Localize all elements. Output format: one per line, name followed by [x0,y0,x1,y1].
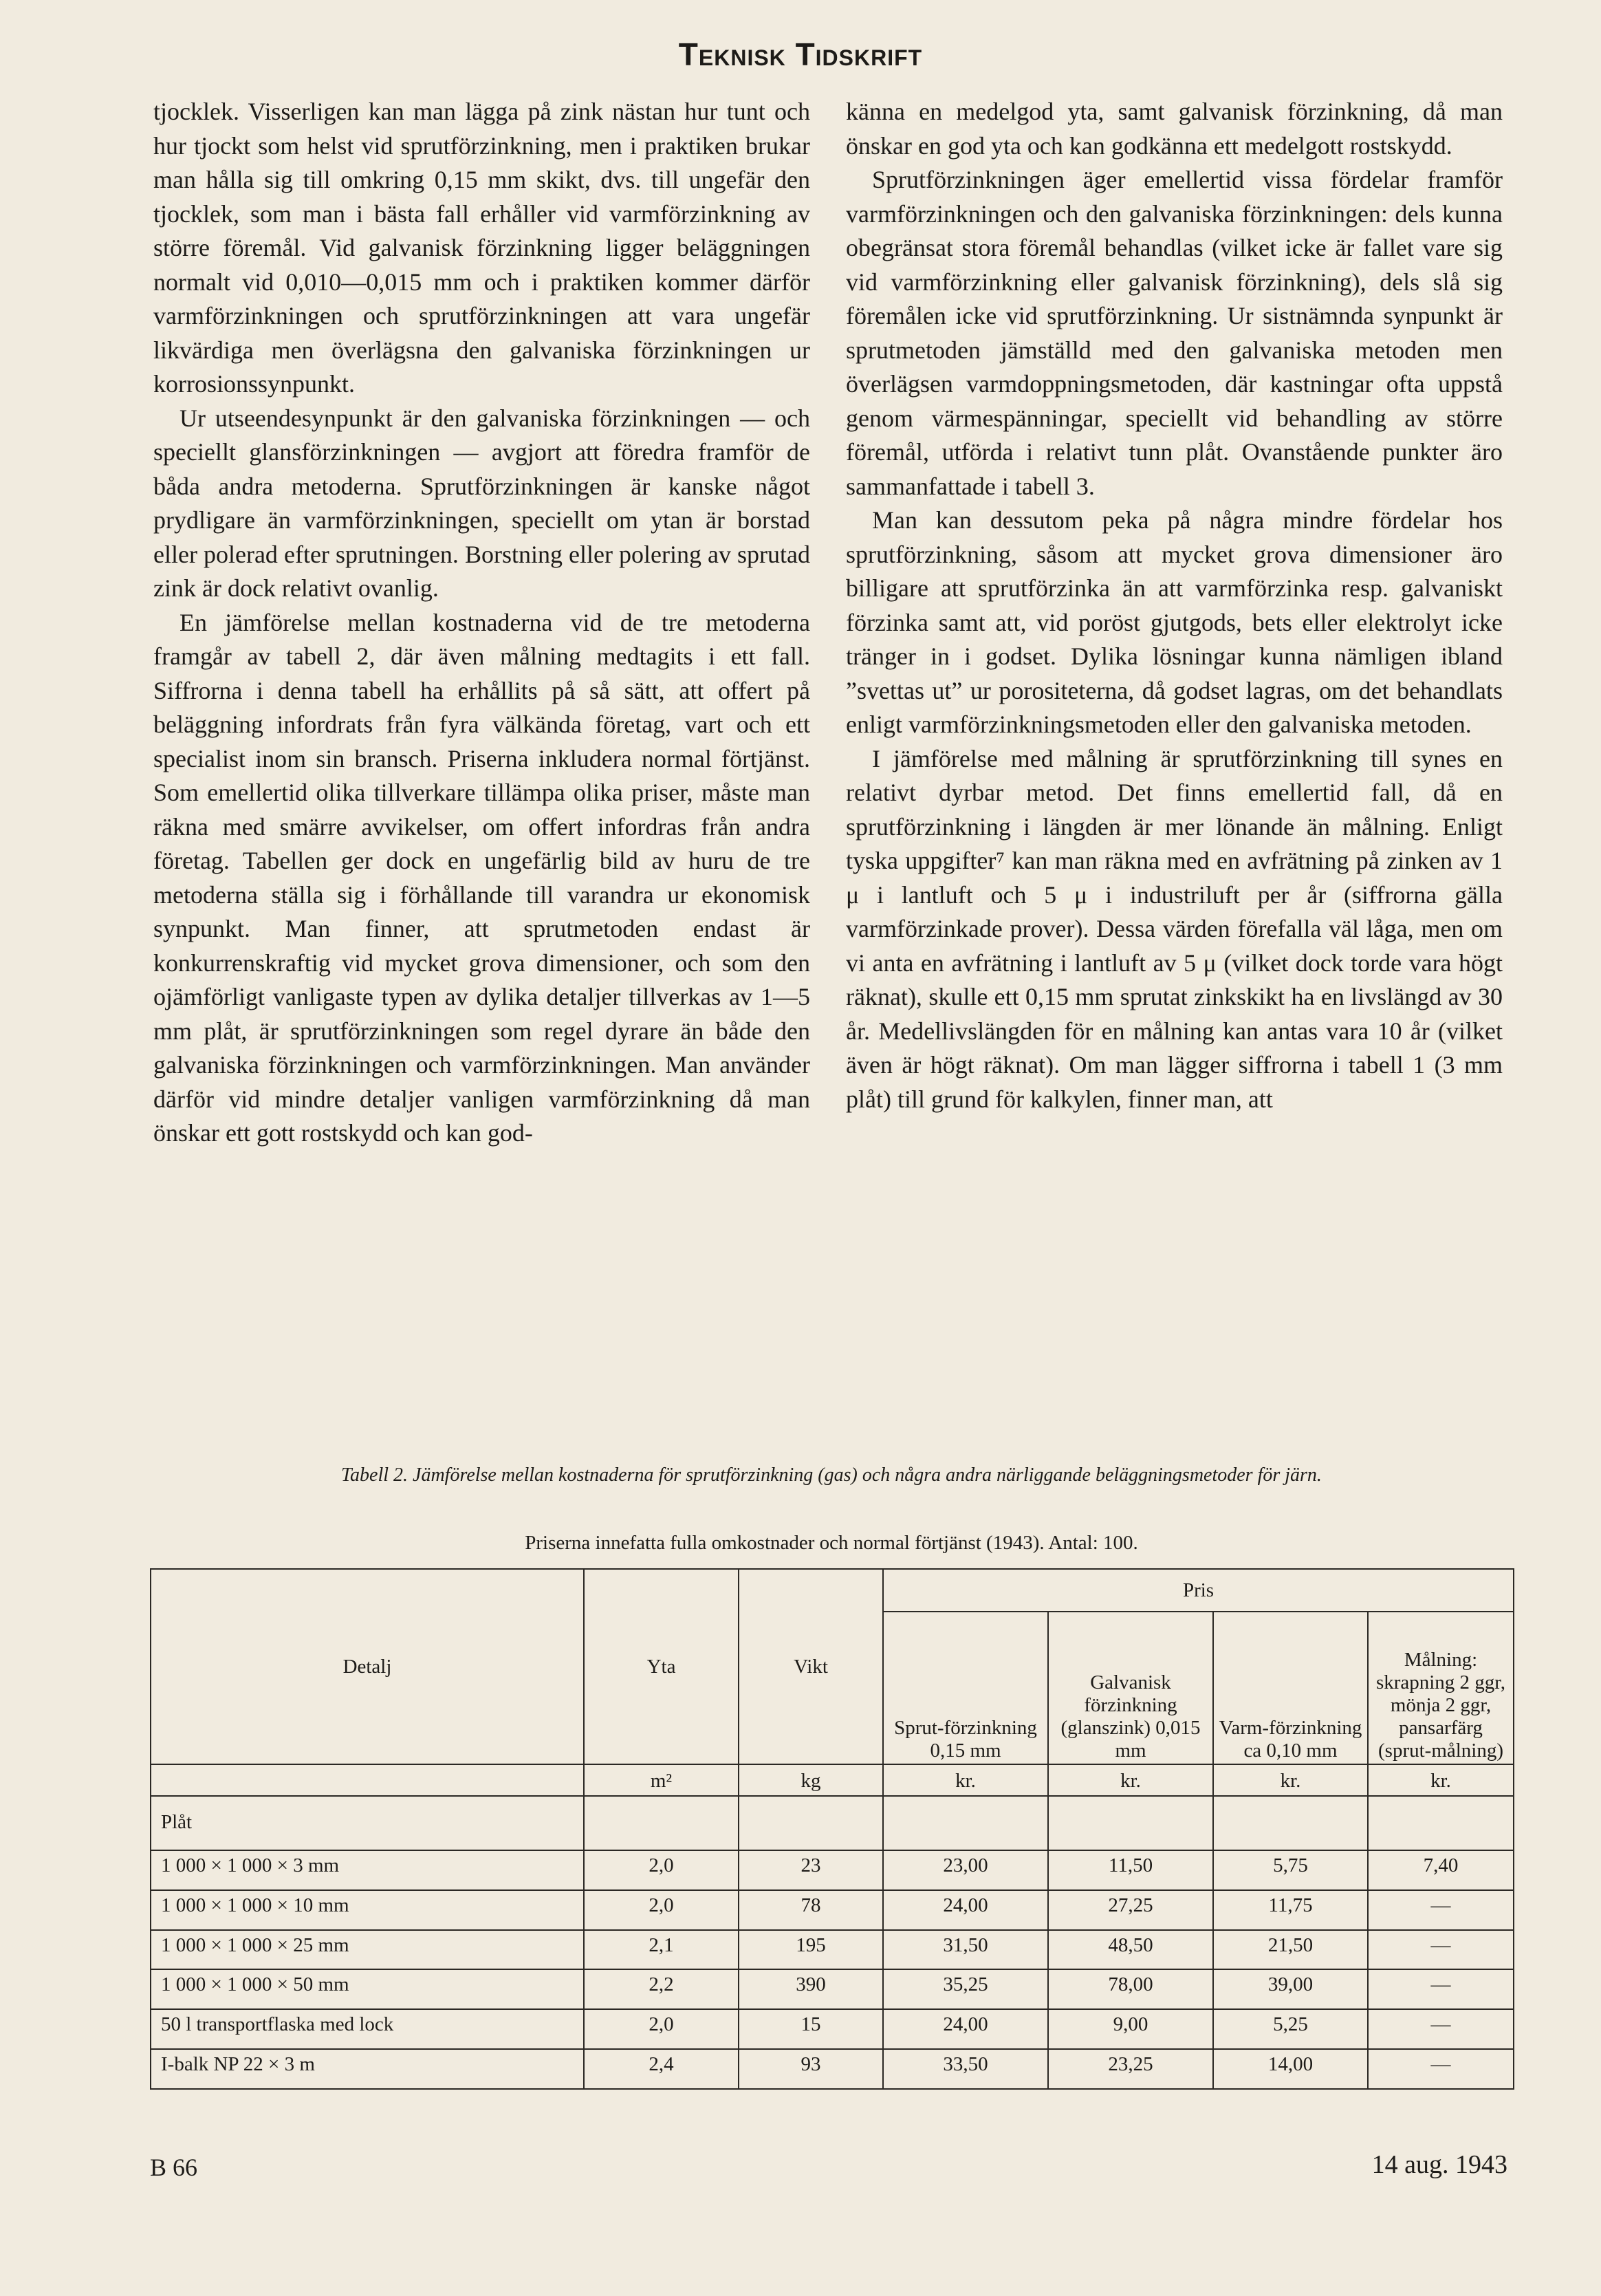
cell-weight: 23 [739,1850,883,1890]
cell-galvanic: 9,00 [1048,2009,1213,2049]
cell-area: 2,4 [584,2049,739,2089]
header-detail: Detalj [151,1569,584,1764]
unit-spray: kr. [883,1764,1048,1796]
cell-detail: 50 l transportflaska med lock [151,2009,584,2049]
cell-spray: 35,25 [883,1969,1048,2009]
header-galvanic: Galvanisk förzinkning (glanszink) 0,015 mm [1048,1612,1213,1764]
cell-hotdip: 5,25 [1213,2009,1368,2049]
header-price-group: Pris [883,1569,1514,1612]
cell-area: 2,0 [584,1890,739,1930]
header-spray: Sprut-förzinkning 0,15 mm [883,1612,1048,1764]
table-row [151,2009,1514,2049]
cell-hotdip: 39,00 [1213,1969,1368,2009]
unit-area: m² [584,1764,739,1796]
cell-galvanic: 48,50 [1048,1930,1213,1970]
header-hotdip: Varm-förzinkning ca 0,10 mm [1213,1612,1368,1764]
cell-galvanic: 78,00 [1048,1969,1213,2009]
cell-spray: 33,50 [883,2049,1048,2089]
paragraph: Sprutförzinkningen äger emellertid vissa fördelar framför varmförzinkningen och den galvaniska förzinkningen: dels kunna obegränsat stora föremål behandlas (vilket icke är fallet vare sig vid varmförzinkning eller galvanisk förzinkning), dels slå sig föremålen icke vid sprutförzinkning. Ur sistnämnda synpunkt är sprutmetoden jämställd med den galvaniska metoden men överlägsen varmdoppningsmetoden, där kastningar ofta uppstå genom värmespänningar, speciellt vid behandling av större föremål, utförda i relativt tunn plåt. Ovanstående punkter äro sammanfattade i tabell 3. [846,166,1503,500]
table-price-note: Priserna innefatta fulla omkostnader och normal förtjänst (1943). Antal: 100. [525,1532,1138,1554]
cell-weight: 390 [739,1969,883,2009]
header-area: Yta [584,1569,739,1764]
cost-comparison-table [150,1568,1513,2090]
unit-detail [151,1764,584,1796]
table-row [151,1930,1514,1970]
cell-paint: — [1368,1890,1514,1930]
paragraph: tjocklek. Visserligen kan man lägga på zink nästan hur tunt och hur tjockt som helst vid sprutförzinkning, men i praktiken brukar man hålla sig till omkring 0,15 mm skikt, dvs. till ungefär den tjocklek, som man i bästa fall erhåller vid varmförzinkning av större föremål. Vid galvanisk förzinkning ligger beläggningen normalt vid 0,010—0,015 mm och i praktiken kommer därför varmförzinkningen och sprutförzinkningen att vara ungefär likvärdiga men överlägsna den galvaniska förzinkningen ur korrosionssynpunkt. [153,98,810,398]
table-caption: Tabell 2. Jämförelse mellan kostnaderna för sprutförzinkning (gas) och några andra närliggande beläggningsmetoder för järn. [341,1464,1322,1486]
paragraph: I jämförelse med målning är sprutförzinkning till synes en relativt dyrbar metod. Det finns emellertid fall, då en sprutförzinkning i längden är mer lönande än målning. Enligt tyska uppgifter⁷ kan man räkna med en avfrätning på zinken av 1 μ i lantluft och 5 μ i industriluft per år (siffrorna gälla varmförzinkade prover). Dessa värden förefalla väl låga, men om vi anta en avfrätning i lantluft av 5 μ (vilket dock torde vara högt räknat), skulle ett 0,15 mm sprutat zinkskikt ha en livslängd av 30 år. Medellivslängden för en målning kan antas vara 10 år (vilket även är högt räknat). Om man lägger siffrorna i tabell 1 (3 mm plåt) till grund för kalkylen, finner man, att [846,744,1503,1113]
journal-title: Teknisk Tidskrift [678,36,923,72]
unit-galvanic: kr. [1048,1764,1213,1796]
cell-hotdip: 14,00 [1213,2049,1368,2089]
cell-paint: — [1368,2009,1514,2049]
issue-date: 14 aug. 1943 [1371,2150,1507,2179]
right-text-column [846,95,1503,1405]
cell-detail: 1 000 × 1 000 × 3 mm [151,1850,584,1890]
cell-paint: 7,40 [1368,1850,1514,1890]
cell-spray: 31,50 [883,1930,1048,1970]
cell-detail: 1 000 × 1 000 × 50 mm [151,1969,584,2009]
cell-paint: — [1368,1930,1514,1970]
cell-paint: — [1368,2049,1514,2089]
paragraph: Man kan dessutom peka på några mindre fördelar hos sprutförzinkning, såsom att mycket grova dimensioner äro billigare att sprutförzinka än att varmförzinka resp. galvaniskt förzinka samt att, vid poröst gjutgods, bets eller elektrolyt icke tränger in i godset. Dylika lösningar kunna nämligen ibland ”svettas ut” ur porositeterna, då godset lagras, om det behandlats enligt varmförzinkningsmetoden eller den galvaniska metoden. [846,506,1503,738]
paragraph: Ur utseendesynpunkt är den galvaniska förzinkningen — och speciellt glansförzinkningen — avgjort att föredra framför de båda andra metoderna. Sprutförzinkningen är kanske något prydligare än varmförzinkningen, speciellt om ytan är borstad eller polerad efter sprutningen. Borstning eller polering av sprutad zink är dock relativt ovanlig. [153,404,810,602]
cell-spray: 24,00 [883,2009,1048,2049]
cell-detail: 1 000 × 1 000 × 25 mm [151,1930,584,1970]
header-paint: Målning: skrapning 2 ggr, mönja 2 ggr, pansarfärg (sprut-målning) [1368,1612,1514,1764]
paragraph: En jämförelse mellan kostnaderna vid de tre metoderna framgår av tabell 2, där även målning medtagits i ett fall. Siffrorna i denna tabell ha erhållits på så sätt, att offert på beläggning infordrats från fyra välkända företag, vart och ett specialist inom sin bransch. Priserna inkludera normal förtjänst. Som emellertid olika tillverkare tillämpa olika priser, måste man räkna med smärre avvikelser, om offert infordras från andra företag. Tabellen ger dock en ungefärlig bild av huru de tre metoderna ställa sig i förhållande till varandra ur ekonomisk synpunkt. Man finner, att sprutmetoden endast är konkurrenskraftig vid mycket grova dimensioner, och som den ojämförligt vanligaste typen av dylika detaljer tillverkas av 1—5 mm plåt, är sprutförzinkningen som regel dyrare än både den galvaniska förzinkningen och varmförzinkningen. Man använder därför vid mindre detaljer vanligen varmförzinkning då man önskar ett gott rostskydd och kan god- [153,608,810,1147]
cell-hotdip: 5,75 [1213,1850,1368,1890]
header-weight: Vikt [739,1569,883,1764]
cell-area: 2,0 [584,1850,739,1890]
table-row [151,1969,1514,2009]
cell-paint: — [1368,1969,1514,2009]
unit-paint: kr. [1368,1764,1514,1796]
cell-area: 2,1 [584,1930,739,1970]
cell-weight: 195 [739,1930,883,1970]
unit-weight: kg [739,1764,883,1796]
cell-galvanic: 27,25 [1048,1890,1213,1930]
cell-spray: 23,00 [883,1850,1048,1890]
cell-weight: 15 [739,2009,883,2049]
cell-spray: 24,00 [883,1890,1048,1930]
left-text-column [153,95,810,1405]
table-row [151,2049,1514,2089]
cell-detail: 1 000 × 1 000 × 10 mm [151,1890,584,1930]
page-number: B 66 [150,2154,198,2181]
paragraph: känna en medelgod yta, samt galvanisk förzinkning, då man önskar en god yta och kan godkänna ett medelgott rostskydd. [846,98,1503,160]
cell-hotdip: 11,75 [1213,1890,1368,1930]
cell-area: 2,0 [584,2009,739,2049]
cell-area: 2,2 [584,1969,739,2009]
cell-galvanic: 23,25 [1048,2049,1213,2089]
cell-hotdip: 21,50 [1213,1930,1368,1970]
group-label: Plåt [151,1796,584,1850]
cell-galvanic: 11,50 [1048,1850,1213,1890]
cell-weight: 93 [739,2049,883,2089]
cell-weight: 78 [739,1890,883,1930]
table-row [151,1850,1514,1890]
cell-detail: I-balk NP 22 × 3 m [151,2049,584,2089]
table-row [151,1890,1514,1930]
unit-hotdip: kr. [1213,1764,1368,1796]
